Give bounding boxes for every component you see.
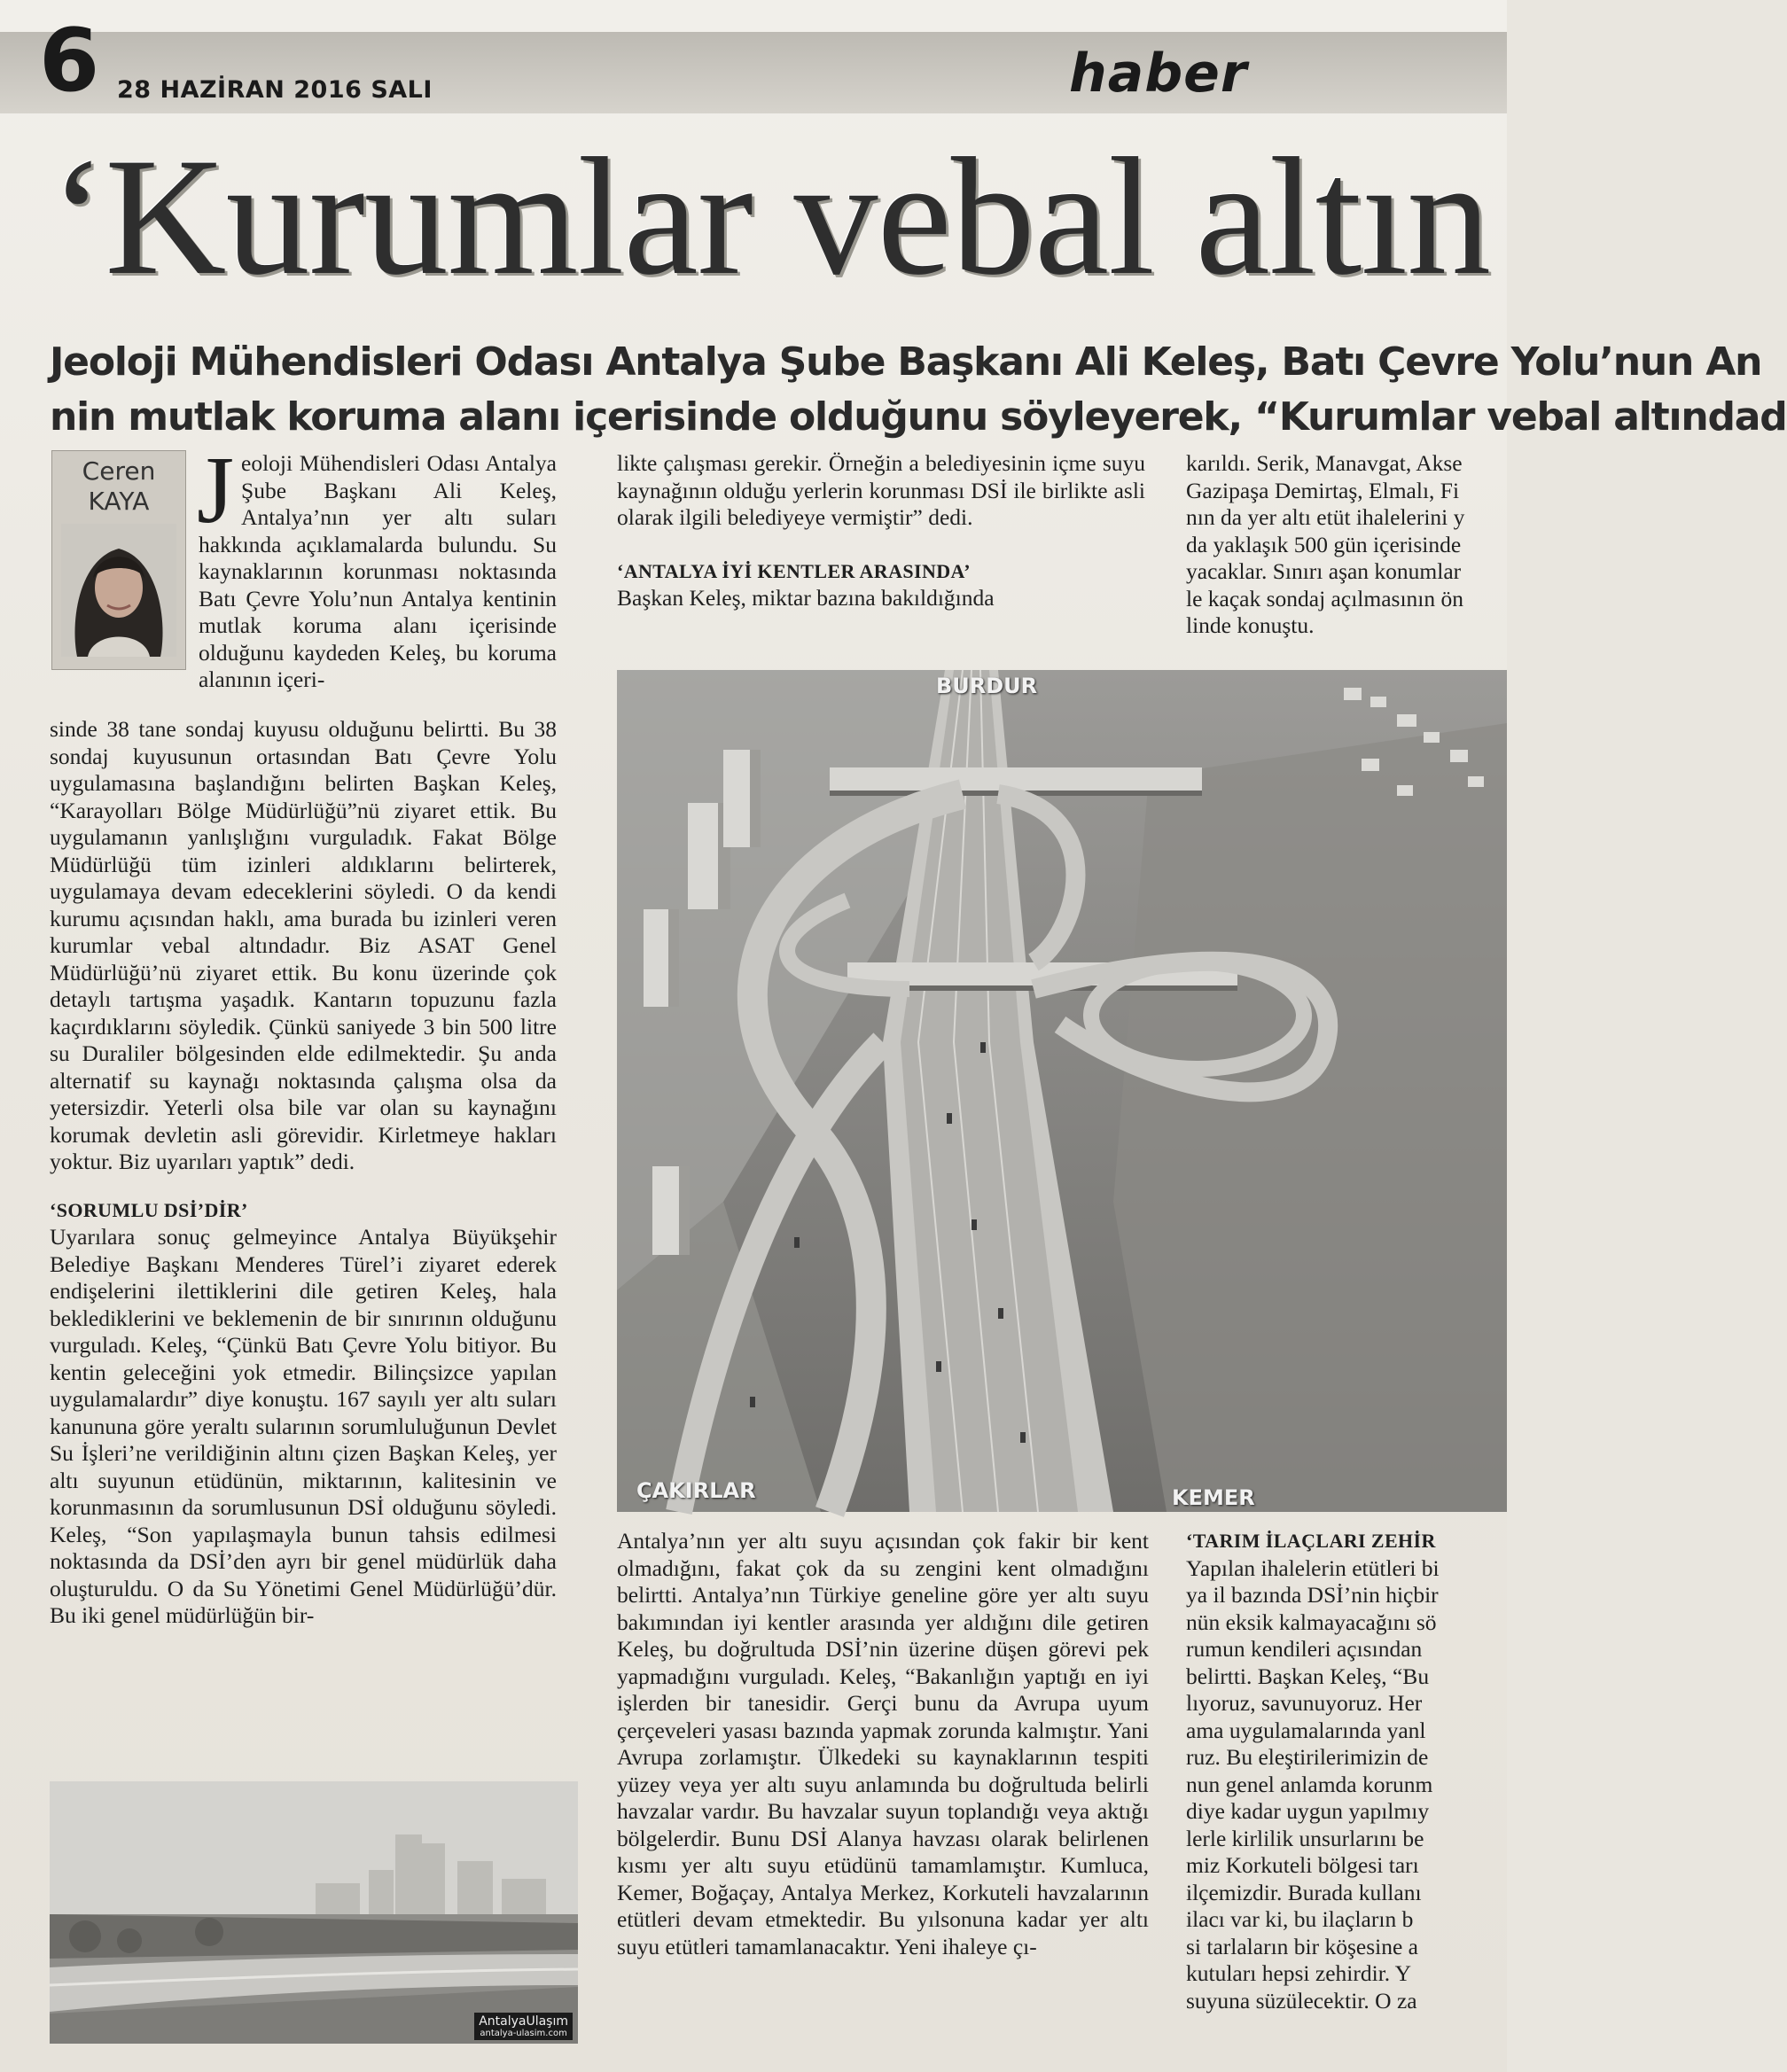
text-line: kutuları hepsi zehirdir. Y (1186, 1960, 1411, 1986)
byline-box (51, 450, 186, 670)
byline-last-name: KAYA (88, 487, 150, 516)
column-2-top (617, 450, 1145, 612)
text-line: ruz. Bu eleştirilerimizin de (1186, 1744, 1429, 1770)
text-line: belirtti. Başkan Keleş, “Bu (1186, 1663, 1430, 1689)
photo-credit (474, 2013, 573, 2040)
text-line: Yapılan ihalelerin etütleri bi (1186, 1554, 1440, 1581)
text-line: ama uygulamalarında yanl (1186, 1717, 1426, 1743)
text-line: nün eksik kalmayacağını sö (1186, 1609, 1437, 1635)
text-line: nın da yer altı etüt ihalelerini y (1186, 504, 1465, 530)
text-line: miz Korkuteli bölgesi tarı (1186, 1852, 1419, 1878)
canal-photo-graphic (50, 1781, 578, 2044)
text-line: ilacı var ki, bu ilaçların b (1186, 1906, 1414, 1932)
text-line: Gazipaşa Demirtaş, Elmalı, Fi (1186, 477, 1460, 503)
interchange-graphic (617, 670, 1507, 1512)
map-label-cakirlar: ÇAKIRLAR (636, 1478, 756, 1503)
text-line: suyuna süzülecektir. O za (1186, 1987, 1417, 2014)
canal-photo (50, 1781, 578, 2044)
text-line: karıldı. Serik, Manavgat, Akse (1186, 450, 1463, 476)
photo-credit-url: antalya-ulasim.com (480, 2029, 567, 2038)
text-line: si tarlaların bir köşesine a (1186, 1933, 1418, 1959)
author-portrait (61, 524, 176, 657)
text-line: le kaçak sondaj açılmasının ön (1186, 585, 1463, 611)
byline (52, 451, 185, 517)
column-1-body (50, 716, 557, 1630)
section-title: haber (1069, 43, 1248, 105)
text-line: diye kadar uygun yapılmıy (1186, 1798, 1430, 1824)
subheading-antalya-iyi-kentler: ‘ANTALYA İYİ KENTLER ARASINDA’ (617, 559, 971, 582)
paragraph: Başkan Keleş, miktar bazına bakıldığında (617, 585, 995, 611)
map-label-burdur: BURDUR (936, 674, 1038, 698)
column-3-bottom (1186, 1528, 1523, 2014)
photo-credit-name: AntalyaUlaşım (479, 2014, 568, 2029)
deck (50, 335, 1787, 445)
author-portrait-graphic (61, 524, 176, 657)
text-line: rumun kendileri açısından (1186, 1636, 1423, 1662)
text-line: da yaklaşık 500 gün içerisinde (1186, 531, 1462, 557)
subheading-tarim-ilaclari: ‘TARIM İLAÇLARI ZEHİR (1186, 1530, 1436, 1552)
issue-date: 28 HAZİRAN 2016 SALI (117, 76, 433, 104)
map-label-kemer: KEMER (1172, 1485, 1255, 1510)
column-1-intro (197, 438, 557, 694)
text-line: yacaklar. Sınırı aşan konumlar (1186, 558, 1462, 584)
text-line: ilçemizdir. Burada kullanı (1186, 1879, 1422, 1905)
deck-line-1: Jeoloji Mühendisleri Odası Antalya Şube Başkanı Ali Keleş, Batı Çevre Yolu’nun An (50, 339, 1762, 385)
column-3-top (1186, 450, 1523, 640)
text-line: lıyoruz, savunuyoruz. Her (1186, 1690, 1423, 1716)
text-line: nun genel anlamda korunm (1186, 1771, 1433, 1797)
paragraph: sinde 38 tane sondaj kuyusu olduğunu belirtti. Bu 38 sondaj kuyusunun ortasından Batı Çevre Yolu uygulamasına başlandığını belirten Başkan Keleş, “Karayolları Bölge Müdürlüğü”nü ziyaret ettik. Bu uygulamanın yanlışlığını vurguladık. Fakat Bölge Müdürlüğü tüm izinleri aldıklarını belirterek, uygulamaya devam edeceklerini söyledi. O da kendi kurumu açısından haklı, ama burada bu izinleri veren kurumlar vebal altındadır. Biz ASAT Genel Müdürlüğü’nü ziyaret ettik. Bu konu üzerinde çok detaylı tartışma yaşadık. Kantarın topuzunu fazla kaçırdıklarını söyledik. Çünkü saniyede 3 bin 500 litre su Duraliler bölgesinden elde edilmektedir. Şu anda alternatif su kaynağı noktasında çalışma olsa da yetersizdir. Yeterli olsa bile var olan su kaynağını korumak devletin asli görevidir. Kirletmeye hakları yoktur. Biz uyarıları yaptık” dedi. (50, 716, 557, 1174)
highway-interchange-render (617, 670, 1507, 1512)
subheading-sorumlu-dsi: ‘SORUMLU DSİ’DİR’ (50, 1198, 248, 1221)
paragraph: Uyarılara sonuç gelmeyince Antalya Büyükşehir Belediye Başkanı Menderes Türel’i ziyaret ederek endişelerini ilettiklerini dile getiren Keleş, hala beklediklerini ve beklemenin de bir sınırının olduğunu vurguladı. Keleş, “Çünkü Batı Çevre Yolu bitiyor. Bu kentin geleceğini yok etmedir. Bilinçsizce yapılan uygulamalardır” diye konuştu. 167 sayılı yer altı suları kanununa göre yeraltı sularının sorumluluğunun Devlet Su İşleri’ne verildiğinin altını çizen Başkan Keleş, yer altı suyunun etüdünün, miktarının, kalitesinin ve korunmasının da sorumlusunun DSİ olduğunu söyledi. Keleş, “Son yapılaşmayla bunun tahsis edilmesi noktasında da DSİ’den ayrı bir genel müdürlük daha oluşturuldu. O da Su Yönetimi Genel Müdürlüğü’dür. Bu iki genel müdürlüğün bir- (50, 1224, 557, 1628)
page-number: 6 (39, 11, 98, 112)
intro-paragraph: eoloji Mühendisleri Odası Antalya Şube Başkanı Ali Keleş, Antalya’nın yer altı suları hakkında açıklamalarda bulundu. Su kaynaklarının korunması noktasında Batı Çevre Yolu’nun Antalya kentinin mutlak koruma alanı içerisinde olduğunu kaydeden Keleş, bu koruma alanının içeri- (199, 450, 557, 692)
paragraph: likte çalışması gerekir. Örneğin a belediyesinin içme suyu kaynağının olduğu yerlerin korunması DSİ ile birlikte asli olarak ilgili belediyeye vermiştir” dedi. (617, 450, 1145, 530)
deck-line-2: nin mutlak koruma alanı içerisinde olduğunu söyleyerek, “Kurumlar vebal altındad (50, 394, 1787, 440)
column-2-bottom (617, 1528, 1149, 1960)
text-line: ya il bazında DSİ’nin hiçbir (1186, 1582, 1439, 1608)
text-line: linde konuştu. (1186, 612, 1315, 638)
paragraph: Antalya’nın yer altı suyu açısından çok fakir bir kent olmadığını, fakat çok da su zengini kent olmadığını belirtti. Antalya’nın Türkiye geneline göre yer altı suyu bakımından iyi kentler arasında yer aldığını dile getiren Keleş, bu doğrultuda DSİ’nin üzerine düşen görevi pek yapmadığını vurguladı. Keleş, “Bakanlığın yaptığı en iyi işlerden bir tanesidir. Gerçi bunu da Avrupa uyum çerçeveleri yasası bazında yapmak zorunda kalmıştır. Yani Avrupa zorlamıştır. Ülkedeki su kaynaklarının tespiti yüzey veya yer altı suyu anlamında bu doğrultuda belirli havzalar vardır. Bu havzalar suyun toplandığı veya aktığı bölgelerdir. Bunu DSİ Alanya havzası olarak belirlenen kısmı yer altı suyu etüdünü tamamlamıştır. Kumluca, Kemer, Boğaçay, Antalya Merkez, Korkuteli havzalarının etütleri devam etmektedir. Bu yılsonuna kadar yer altı suyu etütleri tamamlanacaktır. Yeni ihaleye çı- (617, 1528, 1149, 1959)
byline-first-name: Ceren (82, 456, 156, 486)
text-line: lerle kirlilik unsurlarını be (1186, 1825, 1424, 1851)
drop-cap: J (197, 438, 235, 543)
headline: ‘Kurumlar vebal altın (50, 124, 1491, 310)
